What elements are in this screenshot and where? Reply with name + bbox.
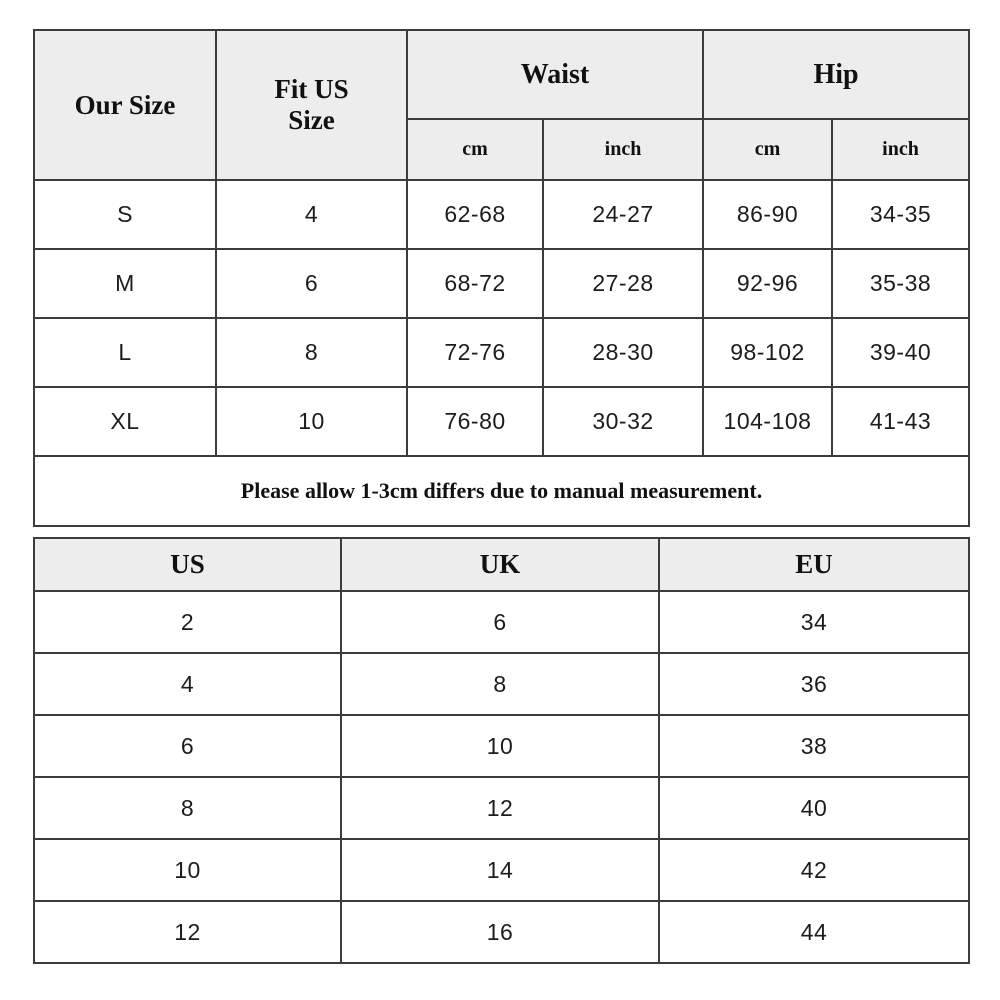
uk-cell: 12 <box>341 777 659 839</box>
header-waist-inch: inch <box>543 119 703 180</box>
size-cell: XL <box>34 387 216 456</box>
waist-inch-cell: 27-28 <box>543 249 703 318</box>
fit-us-cell: 8 <box>216 318 407 387</box>
size-row-m <box>34 249 969 318</box>
fit-us-size-label: Fit US Size <box>274 73 349 135</box>
size-row-l <box>34 318 969 387</box>
size-chart-header-row <box>34 30 969 119</box>
header-hip-inch: inch <box>832 119 969 180</box>
header-us: US <box>34 538 341 591</box>
measurement-note: Please allow 1-3cm differs due to manual measurement. <box>34 456 969 526</box>
eu-cell: 42 <box>659 839 969 901</box>
uk-cell: 16 <box>341 901 659 963</box>
us-cell: 6 <box>34 715 341 777</box>
header-hip: Hip <box>703 30 969 119</box>
waist-cm-cell: 62-68 <box>407 180 543 249</box>
header-our-size: Our Size <box>34 30 216 180</box>
hip-cm-cell: 92-96 <box>703 249 832 318</box>
conversion-row <box>34 591 969 653</box>
fit-us-cell: 4 <box>216 180 407 249</box>
waist-cm-cell: 72-76 <box>407 318 543 387</box>
fit-us-cell: 10 <box>216 387 407 456</box>
uk-cell: 6 <box>341 591 659 653</box>
size-cell: L <box>34 318 216 387</box>
eu-cell: 36 <box>659 653 969 715</box>
header-waist-cm: cm <box>407 119 543 180</box>
conversion-row <box>34 901 969 963</box>
us-cell: 10 <box>34 839 341 901</box>
conversion-row <box>34 777 969 839</box>
header-fit-us-size <box>216 30 407 180</box>
conversion-row <box>34 653 969 715</box>
size-cell: S <box>34 180 216 249</box>
hip-inch-cell: 39-40 <box>832 318 969 387</box>
us-cell: 2 <box>34 591 341 653</box>
size-row-xl <box>34 387 969 456</box>
hip-inch-cell: 35-38 <box>832 249 969 318</box>
conversion-header-row <box>34 538 969 591</box>
eu-cell: 40 <box>659 777 969 839</box>
size-cell: M <box>34 249 216 318</box>
waist-cm-cell: 68-72 <box>407 249 543 318</box>
header-hip-cm: cm <box>703 119 832 180</box>
size-chart-table <box>33 29 970 527</box>
uk-cell: 8 <box>341 653 659 715</box>
waist-inch-cell: 30-32 <box>543 387 703 456</box>
conversion-chart-table <box>33 537 970 964</box>
header-eu: EU <box>659 538 969 591</box>
hip-inch-cell: 34-35 <box>832 180 969 249</box>
waist-inch-cell: 24-27 <box>543 180 703 249</box>
waist-cm-cell: 76-80 <box>407 387 543 456</box>
conversion-row <box>34 839 969 901</box>
eu-cell: 38 <box>659 715 969 777</box>
us-cell: 8 <box>34 777 341 839</box>
fit-us-cell: 6 <box>216 249 407 318</box>
uk-cell: 14 <box>341 839 659 901</box>
header-waist: Waist <box>407 30 703 119</box>
measurement-note-row <box>34 456 969 526</box>
us-cell: 12 <box>34 901 341 963</box>
conversion-row <box>34 715 969 777</box>
eu-cell: 44 <box>659 901 969 963</box>
waist-inch-cell: 28-30 <box>543 318 703 387</box>
hip-cm-cell: 104-108 <box>703 387 832 456</box>
hip-cm-cell: 98-102 <box>703 318 832 387</box>
header-uk: UK <box>341 538 659 591</box>
hip-cm-cell: 86-90 <box>703 180 832 249</box>
hip-inch-cell: 41-43 <box>832 387 969 456</box>
us-cell: 4 <box>34 653 341 715</box>
size-row-s <box>34 180 969 249</box>
uk-cell: 10 <box>341 715 659 777</box>
eu-cell: 34 <box>659 591 969 653</box>
